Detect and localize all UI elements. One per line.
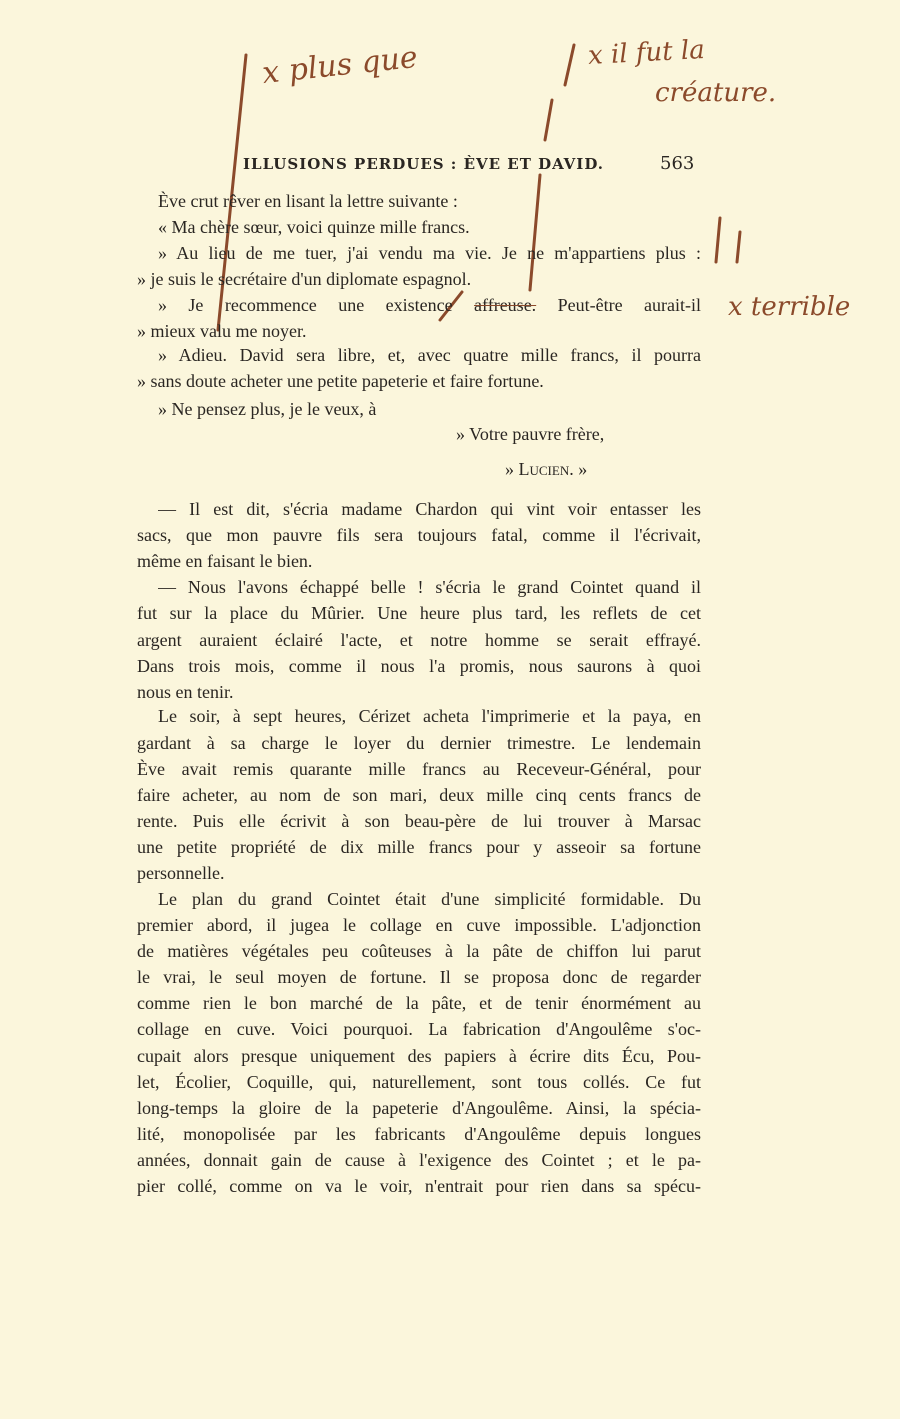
text-line: long-temps la gloire de la papeterie d'Angoulême. Ainsi, la spécia- [137,1098,701,1118]
margin-bar-2 [737,232,740,262]
text-line: argent auraient éclairé l'acte, et notre homme se serait effrayé. [137,630,701,650]
text-line: de matières végétales peu coûteuses à la pâte de chiffon lui parut [137,941,701,961]
text-line: premier abord, il jugea le collage en cuve impossible. L'adjonction [137,915,701,935]
chapter-title: ILLUSIONS PERDUES : ÈVE ET DAVID. [243,155,605,173]
text-line: pier collé, comme on va le voir, n'entrait pour rien dans sa spécu- [137,1176,701,1196]
text-line: cupait alors presque uniquement des papiers à écrire dits Écu, Pou- [137,1046,701,1066]
text-line: collage en cuve. Voici pourquoi. La fabrication d'Angoulême s'oc- [137,1019,701,1039]
letter-line: « Ma chère sœur, voici quinze mille francs. [158,217,470,237]
text-line: Le plan du grand Cointet était d'une simplicité formidable. Du [158,889,701,909]
text-line: une petite propriété de dix mille francs pour y asseoir sa fortune [137,837,701,857]
letter-line: » mieux valu me noyer. [137,321,307,341]
text-line: — Nous l'avons échappé belle ! s'écria le grand Cointet quand il [158,577,701,597]
text-line: comme rien le bon marché de la pâte, et de tenir énormément au [137,993,701,1013]
letter-line [158,292,701,318]
annotation-top-right-2: créature. [655,78,777,108]
text-line: rente. Puis elle écrivit à son beau-père de lui trouver à Marsac [137,811,701,831]
text-line: gardant à sa charge le loyer du dernier trimestre. Le lendemain [137,733,701,753]
text-line: lité, monopolisée par les fabricants d'Angoulême depuis longues [137,1124,701,1144]
insertion-stroke-right [565,45,574,85]
letter-text: Peut-être aurait-il [536,295,701,315]
text-line: faire acheter, au nom de son mari, deux mille cinq cents francs de [137,785,701,805]
letter-signature: » Lucien. » [505,459,588,479]
text-line: sacs, que mon pauvre fils sera toujours fatal, comme il l'écrivait, [137,525,701,545]
letter-line: » Au lieu de me tuer, j'ai vendu ma vie. Je ne m'appartiens plus : [158,243,701,263]
letter-line: » je suis le secrétaire d'un diplomate espagnol. [137,269,472,289]
letter-line: » sans doute acheter une petite papeterie et faire fortune. [137,371,544,391]
annotation-margin-right: x terrible [728,292,851,322]
text-line: années, donnait gain de cause à l'exigence des Cointet ; et le pa- [137,1150,701,1170]
text-line: le vrai, le seul moyen de fortune. Il se proposa donc de regarder [137,967,701,987]
margin-bar-1 [716,218,720,262]
text-line: Dans trois mois, comme il nous l'a promis, nous saurons à quoi [137,656,701,676]
text-line: même en faisant le bien. [137,551,313,571]
letter-text: » Je recommence une existence [158,295,475,315]
letter-closing: » Votre pauvre frère, [456,424,605,444]
text-line: — Il est dit, s'écria madame Chardon qui vint voir entasser les [158,499,701,519]
text-line: Le soir, à sept heures, Cérizet acheta l'imprimerie et la paya, en [158,706,701,726]
struck-word: affreuse. [474,295,537,315]
page-number: 563 [660,153,695,174]
letter-line: » Adieu. David sera libre, et, avec quatre mille francs, il pourra [158,345,701,365]
text-line: fut sur la place du Mûrier. Une heure plus tard, les reflets de cet [137,603,701,623]
text-line: personnelle. [137,863,225,883]
text-line: let, Écolier, Coquille, qui, naturellement, sont tous collés. Ce fut [137,1072,701,1092]
text-line: Ève avait remis quarante mille francs au Receveur-Général, pour [137,759,701,779]
letter-intro: Ève crut rêver en lisant la lettre suivante : [158,191,458,211]
annotation-top-left: x plus que [260,39,420,92]
letter-line: » Ne pensez plus, je le veux, à [158,399,377,419]
annotation-top-right-1: x il fut la [587,34,706,72]
text-line: nous en tenir. [137,682,234,702]
